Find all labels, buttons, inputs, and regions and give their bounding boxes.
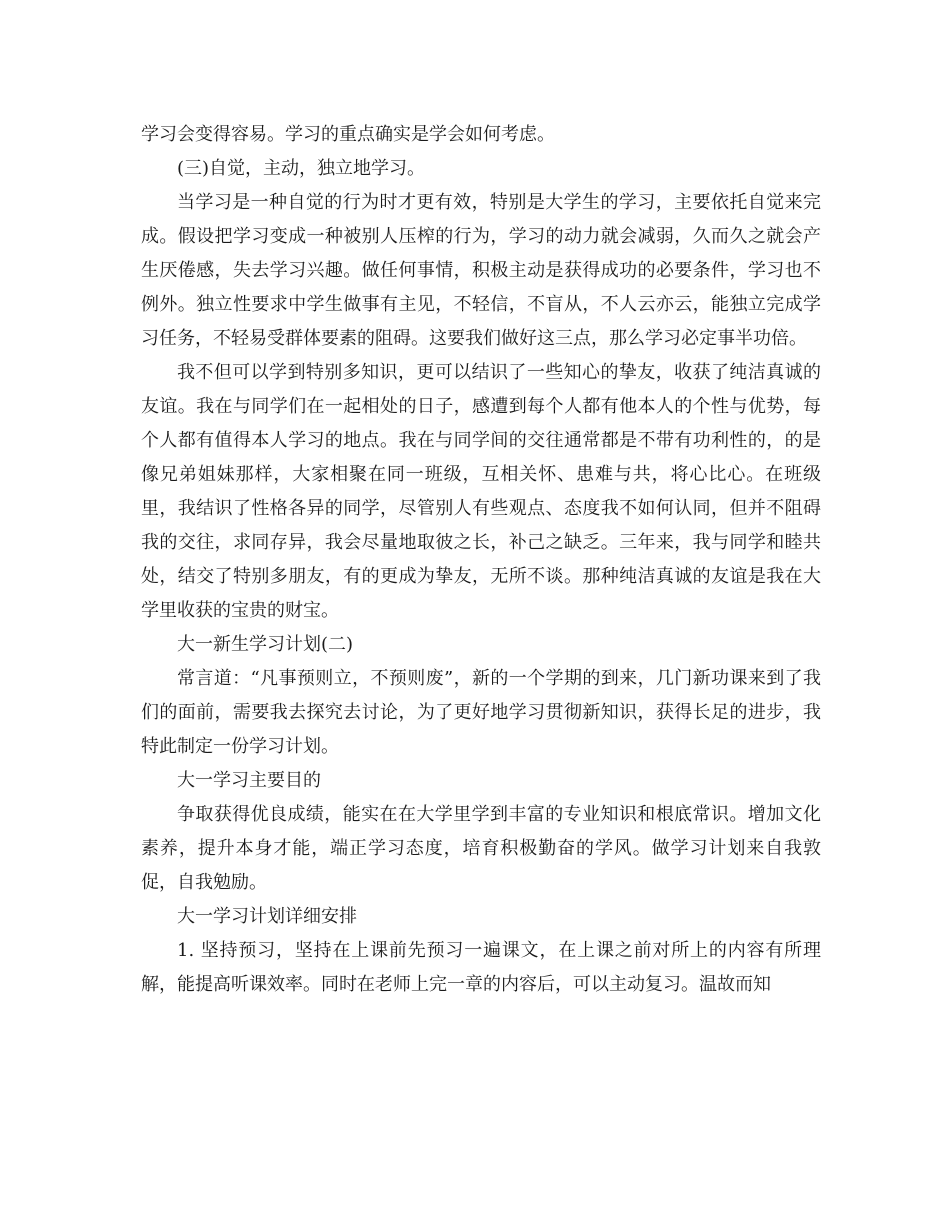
paragraph-goals: 争取获得优良成绩，能实在在大学里学到丰富的专业知识和根底常识。增加文化素养，提升本身才能，端正学习态度，培育积极勤奋的学风。做学习计划来自我敦促，自我勉励。: [141, 804, 821, 893]
paragraph-self-study: 当学习是一种自觉的行为时才更有效，特别是大学生的学习，主要依托自觉来完成。假设把学习变成一种被别人压榨的行为，学习的动力就会减弱，久而久之就会产生厌倦感，失去学习兴趣。做任何事情，积极主动是获得成功的必要条件，学习也不例外。独立性要求中学生做事有主见，不轻信，不盲从，不人云亦云，能独立完成学习任务，不轻易受群体要素的阻碍。这要我们做好这三点，那么学习必定事半功倍。: [141, 192, 821, 349]
paragraph-intro: 常言道：“凡事预则立，不预则废”，新的一个学期的到来，几门新功课来到了我们的面前，需要我去探究去讨论，为了更好地学习贯彻新知识，获得长足的进步，我特此制定一份学习计划。: [141, 668, 821, 757]
paragraph-item-1: 1. 坚持预习，坚持在上课前先预习一遍课文，在上课之前对所上的内容有所理解，能提高听课效率。同时在老师上完一章的内容后，可以主动复习。温故而知: [141, 940, 821, 995]
section-heading-self-study: (三)自觉，主动，独立地学习。: [177, 158, 426, 179]
paragraph-friendship: 我不但可以学到特别多知识，更可以结识了一些知心的挚友，收获了纯洁真诚的友谊。我在与同学们在一起相处的日子，感遭到每个人都有他本人的个性与优势，每个人都有值得本人学习的地点。我在与同学间的交往通常都是不带有功利性的，的是像兄弟姐妹那样，大家相聚在同一班级，互相关怀、患难与共，将心比心。在班级里，我结识了性格各异的同学，尽管别人有些观点、态度我不如何认同，但并不阻碍我的交往，求同存异，我会尽量地取彼之长，补己之缺乏。三年来，我与同学和睦共处，结交了特别多朋友，有的更成为挚友，无所不谈。那种纯洁真诚的友谊是我在大学里收获的宝贵的财宝。: [141, 362, 821, 621]
document-body: [141, 118, 821, 1002]
section-heading-arrangement: 大一学习计划详细安排: [177, 906, 357, 927]
section-heading-plan-two: 大一新生学习计划(二): [177, 634, 354, 655]
paragraph-continuation: 学习会变得容易。学习的重点确实是学会如何考虑。: [141, 124, 555, 145]
section-heading-goals: 大一学习主要目的: [177, 770, 321, 791]
